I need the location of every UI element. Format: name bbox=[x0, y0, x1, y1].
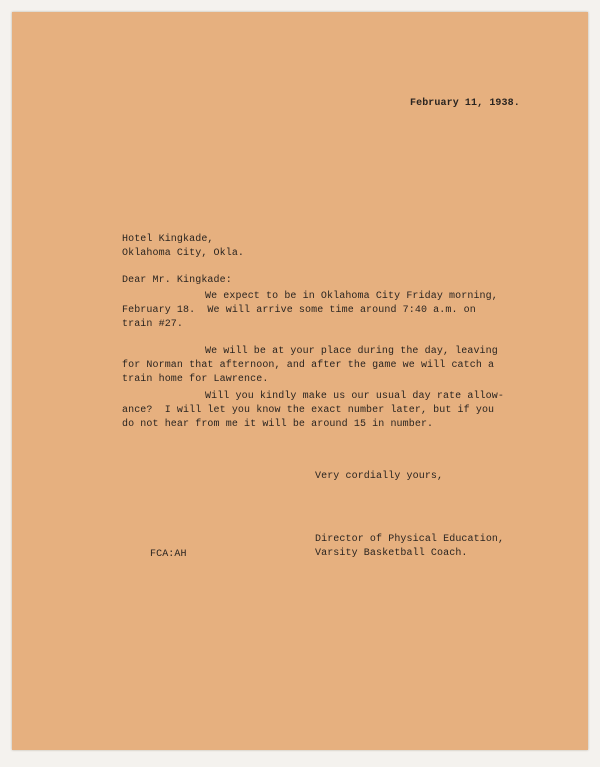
salutation: Dear Mr. Kingkade: bbox=[122, 275, 232, 286]
letter-sheet bbox=[12, 12, 588, 750]
reference-initials: FCA:AH bbox=[150, 549, 187, 560]
paragraph-2-line-1: We will be at your place during the day, leaving bbox=[205, 346, 498, 357]
paragraph-1-line-3: train #27. bbox=[122, 319, 184, 330]
signature-title-2: Varsity Basketball Coach. bbox=[315, 548, 468, 559]
paragraph-3-line-3: do not hear from me it will be around 15 in number. bbox=[122, 419, 434, 430]
recipient-name: Hotel Kingkade, bbox=[122, 234, 214, 245]
recipient-address: Oklahoma City, Okla. bbox=[122, 248, 245, 259]
paragraph-1-line-2: February 18. We will arrive some time around 7:40 a.m. on bbox=[122, 305, 476, 316]
paragraph-2-line-2: for Norman that afternoon, and after the game we will catch a bbox=[122, 360, 495, 371]
signature-title-1: Director of Physical Education, bbox=[315, 534, 505, 545]
paragraph-3-line-1: Will you kindly make us our usual day rate allow- bbox=[205, 391, 504, 402]
paragraph-3-line-2: ance? I will let you know the exact number later, but if you bbox=[122, 405, 495, 416]
paragraph-1-line-1: We expect to be in Oklahoma City Friday morning, bbox=[205, 291, 498, 302]
paragraph-2-line-3: train home for Lawrence. bbox=[122, 374, 269, 385]
complimentary-close: Very cordially yours, bbox=[315, 471, 444, 482]
letter-date: February 11, 1938. bbox=[410, 98, 520, 109]
